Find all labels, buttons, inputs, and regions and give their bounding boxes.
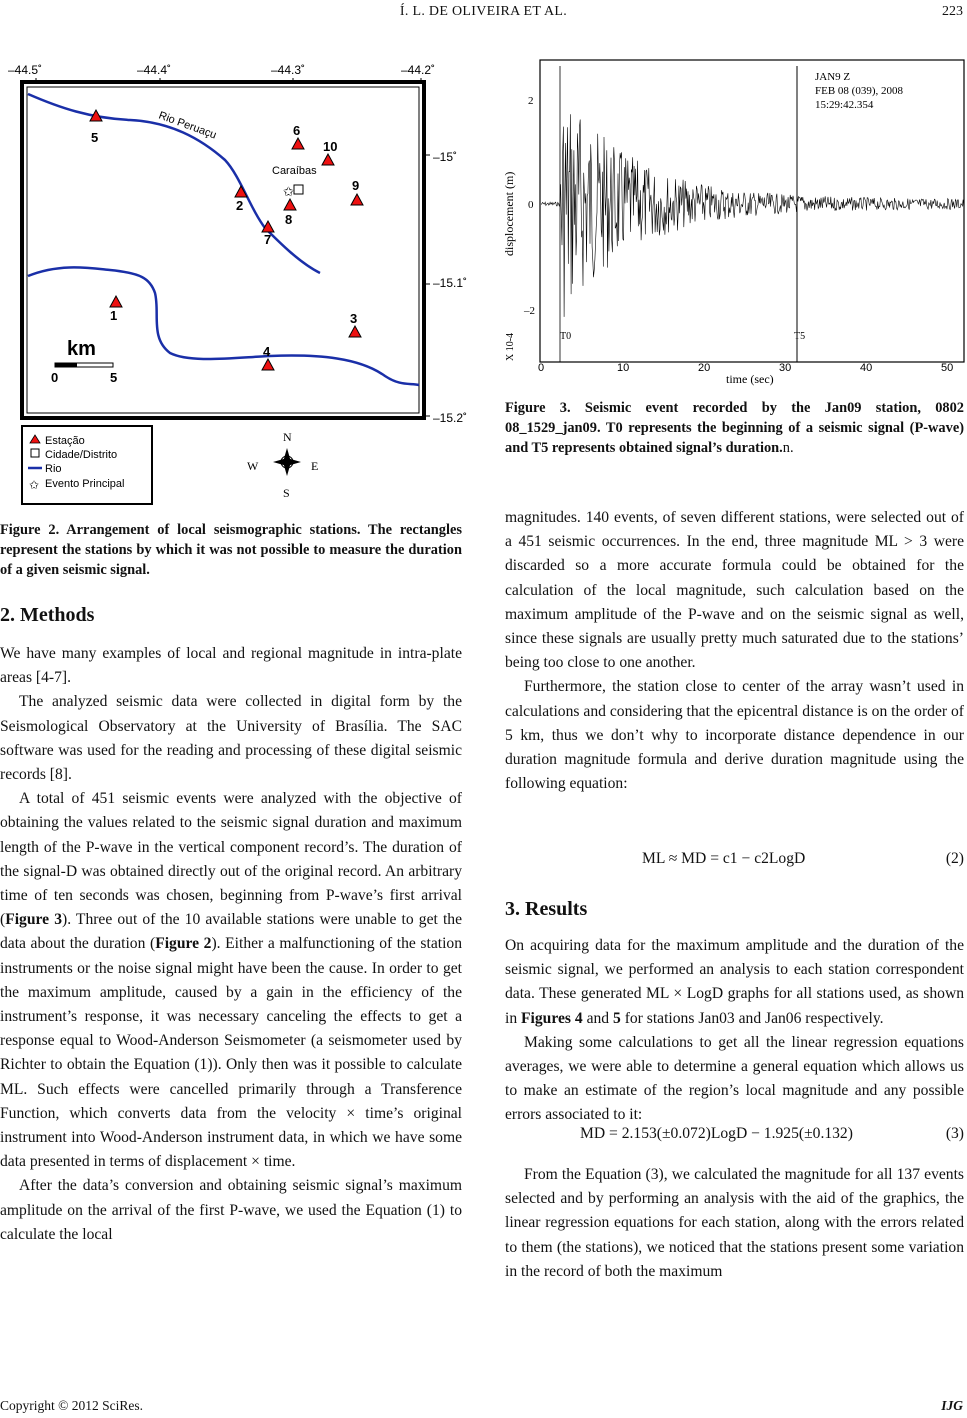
figure-3-seismogram [498,56,967,388]
station-label: 8 [285,212,293,227]
page-number: 223 [942,4,963,19]
running-header-authors: Í. L. DE OLIVEIRA ET AL. [399,4,568,19]
station-label: 3 [350,311,358,326]
running-header [0,4,967,24]
y-scale-label: X 10-4 [505,332,516,361]
info-line: JAN9 Z [815,71,851,83]
legend-item: Estação [45,435,85,447]
t0-label: T0 [560,331,572,342]
svg-text:✩: ✩ [29,478,40,492]
town-marker [294,185,303,194]
station-label: 9 [352,178,360,193]
lat-label: –15.1˚ [433,276,468,290]
map-frame [22,82,424,418]
lon-label: –44.4˚ [137,63,172,77]
equation-2-number: (2) [945,850,964,867]
equation-3-text: MD = 2.153(±0.072)LogD − 1.925(±0.132) [580,1125,853,1142]
info-line: 15:29:42.354 [815,99,874,111]
equation-3 [580,1125,964,1149]
figure-2-map [0,58,470,510]
scale-start: 0 [51,370,59,385]
main-event-star: ✩ [283,184,294,199]
figure-4-link[interactable]: Figures 4 [521,1009,583,1027]
lon-label: –44.5˚ [8,63,43,77]
figure-5-link[interactable]: 5 [613,1009,621,1027]
scale-end: 5 [110,370,118,385]
paragraph: On acquiring data for the maximum amplitude and the duration of the seismic signal, we performed an analysis to each station correspondent data. These generated ML × LogD graphs for all stations used, as shown in Figures 4 and 5 for stations Jan03 and Jan06 respectively. [505,937,964,1027]
paragraph: A total of 451 seismic events were analyzed with the objective of obtaining the values related to the seismic signal duration and maximum length of the P-wave in the vertical component record’s. The duration of the signal-D was obtained directly out of the original record. An arbitrary time of ten seconds was chosen, beginning from P-wave’s first arrival (Figure 3). Three out of the 10 available stations were unable to get the data about the duration (Figure 2). Either a malfunctioning of the station instruments or the noise signal might have been the cause. In order to get the maximum amplitude, caused by a gain in the efficiency of the instrument’s response, it was necessary canceling the effects to get a response equal to Wood-Anderson Seismometer (a seismometer used by Richter to obtain the Equation (1)). Only then was it possible to calculate ML. Such effects were cancelled primarily through a Transference Function, which converts data from the velocity × time’s original instrument into Wood-Anderson instrument data, in which we have some data presented in terms of displacement × time. [0,790,463,1171]
svg-text:W: W [247,459,259,473]
figure-3-caption: Figure 3. Seismic event recorded by the Jan09 station, 0802 08_1529_jan09. T0 represents the beginning of a seismic signal (P-wave) and T5 represents obtained signal’s duration.n. [505,400,964,456]
info-line: FEB 08 (039), 2008 [815,85,903,97]
station-label: 6 [293,123,301,138]
paragraph: We have many examples of local and regional magnitude in intra-plate areas [4-7]. [0,645,462,687]
section-heading-methods: 2. Methods [0,604,95,626]
right-column-body [505,506,964,796]
x-tick: 50 [941,362,954,374]
figure-3-link[interactable]: Figure 3 [5,911,62,929]
footer-journal: IJG [941,1398,963,1413]
station-map-svg [0,58,470,510]
x-tick: 0 [538,362,545,374]
station-label: 7 [264,232,272,247]
methods-body [0,642,462,1247]
x-axis-label: time (sec) [726,372,774,386]
figure-2-link[interactable]: Figure 2 [155,935,212,953]
equation-2 [642,850,964,874]
footer-copyright: Copyright © 2012 SciRes. [0,1398,144,1413]
x-tick: 30 [779,362,792,374]
section-heading-results: 3. Results [505,898,588,920]
legend-item: Cidade/Distrito [45,449,118,461]
equation-3-number: (3) [945,1125,964,1142]
seismogram-svg [498,56,967,388]
svg-text:S: S [283,486,290,500]
lat-label: –15.2˚ [433,411,468,425]
x-tick: 40 [860,362,873,374]
figure-2-caption: Figure 2. Arrangement of local seismographic stations. The rectangles represent the stations by which it was not possible to measure the duration of a given seismic signal. [0,522,462,578]
results-body [505,934,964,1128]
y-axis-label: displocement (m) [502,171,516,256]
y-tick: –2 [524,305,535,317]
station-label: 5 [91,130,99,145]
paragraph: The analyzed seismic data were collected in digital form by the Seismological Observatory at the University of Brasília. The SAC software was used for the reading and processing of these digital seismic records [8]. [0,693,462,784]
y-tick: 2 [528,95,534,107]
paragraph: Furthermore, the station close to center of the array wasn’t used in calculations and considering that the epicentral distance is on the order of 5 km, thus we don’t why to incorporate distance dependence in our duration magnitude formula and derive duration magnitude using the following equation: [505,678,964,793]
svg-text:E: E [311,459,319,473]
results-body-cont [505,1163,964,1284]
lat-label: –15˚ [433,150,458,164]
paragraph: From the Equation (3), we calculated the magnitude for all 137 events selected and by performing an analysis with the aid of the graphics, the linear regression equations for each station, along with the errors related to them (the stations), we noticed that the stations present some variation in the record of both the maximum [505,1166,964,1280]
y-tick: 0 [528,199,534,211]
map-legend [22,426,152,504]
station-label: 1 [110,308,118,323]
paragraph: magnitudes. 140 events, of seven different stations, were selected out of a 451 seismic occurrences. In the end, three magnitude ML > 3 were discarded so a more accurate formula could be obtained for the calculation of the local magnitude, such calculation based on the maximum amplitude of the P-wave and on the seismic signal as well, since these signals are usually pretty much saturated due to the stations’ being too close to one another. [505,509,964,672]
legend-item: Evento Principal [45,478,125,490]
station-label: 4 [263,344,271,359]
town-label: Caraíbas [272,165,317,177]
compass-rose-icon [247,430,318,500]
station-label: 10 [323,139,338,154]
river-label: Rio Peruaçu [156,109,218,142]
lon-label: –44.3˚ [271,63,306,77]
scale-unit: km [67,338,96,360]
equation-2-text: ML ≈ MD = c1 − c2LogD [642,850,806,867]
x-tick: 20 [698,362,711,374]
t5-label: T5 [794,331,806,342]
station-label: 2 [236,198,244,213]
lon-label: –44.2˚ [401,63,436,77]
svg-text:N: N [283,430,292,444]
paragraph: After the data’s conversion and obtaining seismic signal’s maximum amplitude on the arrival of the first P-wave, we used the Equation (1) to calculate the local [0,1177,462,1243]
paragraph: Making some calculations to get all the linear regression equations averages, we were able to determine a general equation which allows us to make an estimate of the region’s local magnitude and any possible errors associated to it: [505,1033,964,1124]
legend-item: Rio [45,463,62,475]
x-tick: 10 [617,362,630,374]
